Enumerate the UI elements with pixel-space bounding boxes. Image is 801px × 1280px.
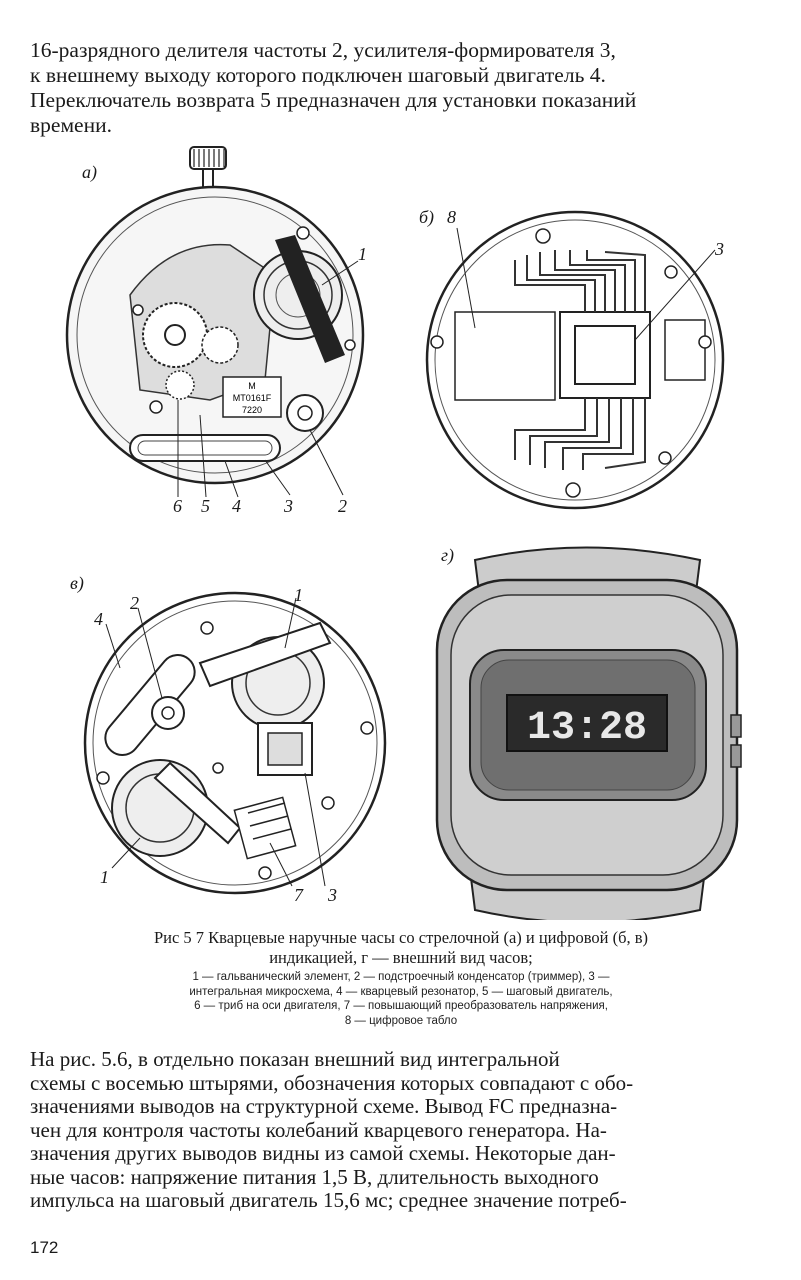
- figure-digital-movement: [60, 568, 390, 918]
- analog-movement-drawing: [60, 145, 370, 525]
- part-number-5: 5: [201, 496, 210, 516]
- part-number-4: 4: [232, 496, 241, 516]
- text-line: схемы с восемью штырями, обозначения которых совпадают с обо-: [30, 1070, 634, 1095]
- part-number-6: 6: [173, 496, 182, 516]
- figure-watch-exterior: [415, 540, 760, 920]
- text-line: чен для контроля частоты колебаний кварцевого генератора. На-: [30, 1117, 607, 1142]
- chip-text-3: 7220: [241, 405, 263, 415]
- text-line: ные часов: напряжение питания 1,5 В, длительность выходного: [30, 1164, 599, 1189]
- watch-exterior-drawing: [415, 540, 760, 920]
- figure-caption: [60, 928, 742, 968]
- digital-module-drawing: [415, 200, 735, 520]
- part-number-4v: 4: [94, 609, 103, 629]
- caption-line-2: индикацией, г — внешний вид часов;: [269, 948, 533, 967]
- panel-label-a: а): [82, 162, 97, 182]
- text-line: импульса на шаговый двигатель 15,6 мс; среднее значение потреб-: [30, 1188, 627, 1212]
- text-line: 16-разрядного делителя частоты 2, усилителя-формирователя 3,: [30, 38, 616, 62]
- part-number-3v: 3: [328, 885, 337, 905]
- bottom-paragraph: [30, 1048, 772, 1213]
- part-number-2v: 2: [130, 593, 139, 613]
- legend-line: 6 — триб на оси двигателя, 7 — повышающий преобразователь напряжения,: [194, 1000, 608, 1012]
- top-paragraph: [30, 38, 772, 138]
- display-time: 13:28: [526, 706, 648, 751]
- part-number-2: 2: [338, 496, 347, 516]
- page-number: 172: [30, 1238, 59, 1257]
- part-number-7: 7: [294, 885, 303, 905]
- figure-legend: [70, 970, 732, 1028]
- text-line: к внешнему выходу которого подключен шаговый двигатель 4.: [30, 63, 606, 87]
- figure-analog-movement: [60, 145, 370, 525]
- part-number-1-bottom: 1: [100, 867, 109, 887]
- legend-line: 1 — гальванический элемент, 2 — подстроечный конденсатор (триммер), 3 —: [192, 971, 610, 983]
- caption-line-1: Рис 5 7 Кварцевые наручные часы со стрелочной (а) и цифровой (б, в): [153, 928, 649, 947]
- part-number-3b: 3: [715, 239, 724, 259]
- digital-movement-drawing: [60, 568, 390, 918]
- panel-label-g: г): [441, 545, 455, 565]
- text-line: На рис. 5.6, в отдельно показан внешний вид интегральной: [30, 1047, 560, 1071]
- panel-label-b: б): [419, 207, 435, 227]
- chip-text-1: М: [248, 381, 256, 391]
- panel-label-v: в): [70, 573, 84, 593]
- text-line: времени.: [30, 113, 112, 137]
- text-line: значения других выводов видны из самой схемы. Некоторые дан-: [30, 1141, 616, 1165]
- chip-text-2: МТ0161F: [232, 393, 272, 403]
- part-number-1-top: 1: [294, 585, 303, 605]
- part-number-8: 8: [447, 207, 456, 227]
- part-number-1: 1: [358, 244, 367, 264]
- text-line: значениями выводов на структурной схеме. Вывод FC предназна-: [30, 1094, 618, 1118]
- figure-digital-module: [415, 200, 735, 520]
- legend-line: 8 — цифровое табло: [344, 1014, 458, 1027]
- part-number-3: 3: [284, 496, 293, 516]
- text-line: Переключатель возврата 5 предназначен для установки показаний: [30, 88, 637, 112]
- legend-line: интегральная микросхема, 4 — кварцевый резонатор, 5 — шаговый двигатель,: [189, 985, 613, 998]
